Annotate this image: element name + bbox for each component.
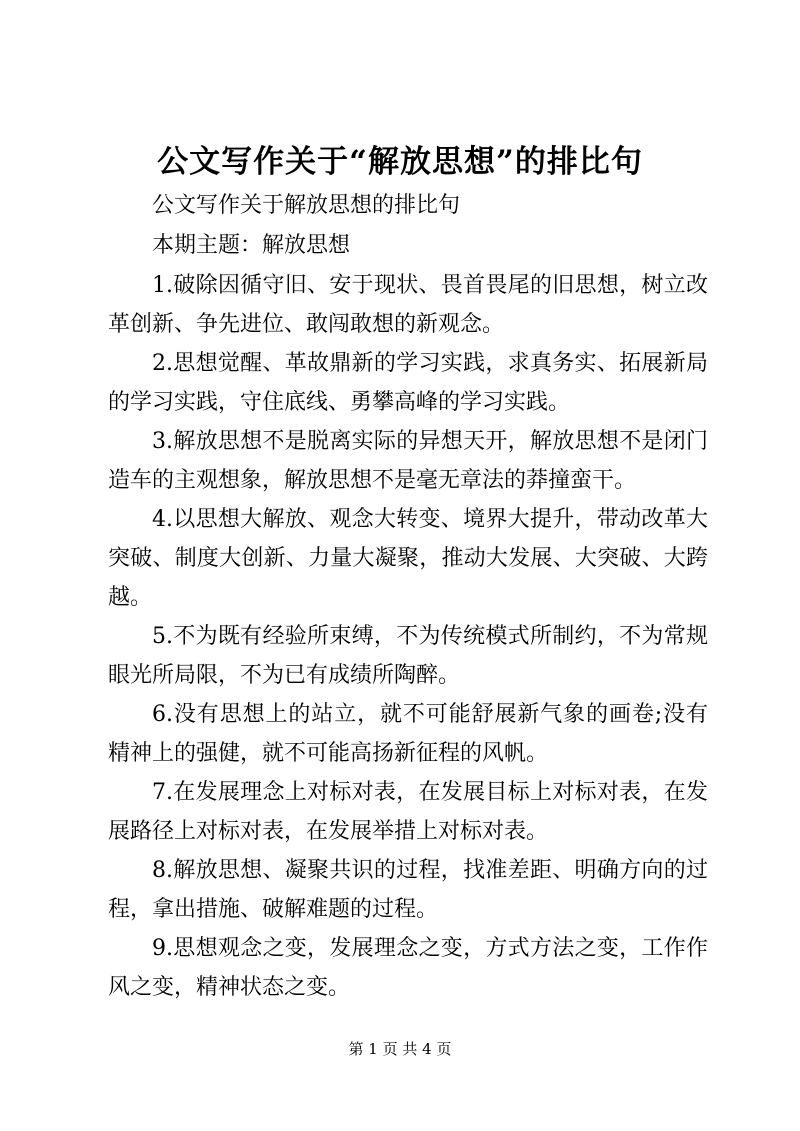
list-item-4: 4.以思想大解放、观念大转变、境界大提升，带动改革大突破、制度大创新、力量大凝聚，推动大发展、大突破、大跨越。 xyxy=(108,507,708,610)
list-item-3: 3.解放思想不是脱离实际的异想天开，解放思想不是闭门造车的主观想象，解放思想不是毫无章法的莽撞蛮干。 xyxy=(108,429,708,493)
list-item-5: 5.不为既有经验所束缚，不为传统模式所制约，不为常规眼光所局限，不为已有成绩所陶醉。 xyxy=(108,624,708,688)
list-item-9: 9.思想观念之变，发展理念之变，方式方法之变，工作作风之变，精神状态之变。 xyxy=(108,936,708,1000)
page-footer xyxy=(0,1038,800,1060)
topic-line: 本期主题：解放思想 xyxy=(152,233,351,258)
document-title: 公文写作关于“解放思想”的排比句 xyxy=(157,144,643,180)
page-number: 第 1 页 共 4 页 xyxy=(348,1040,452,1058)
list-item-6: 6.没有思想上的站立，就不可能舒展新气象的画卷;没有精神上的强健，就不可能高扬新征程的风帆。 xyxy=(108,702,708,766)
document-body xyxy=(108,186,708,1007)
list-item-8: 8.解放思想、凝聚共识的过程，找准差距、明确方向的过程，拿出措施、破解难题的过程。 xyxy=(108,858,708,922)
list-item-2: 2.思想觉醒、革故鼎新的学习实践，求真务实、拓展新局的学习实践，守住底线、勇攀高峰的学习实践。 xyxy=(108,351,708,415)
document-subtitle: 公文写作关于解放思想的排比句 xyxy=(152,193,461,218)
list-item-1: 1.破除因循守旧、安于现状、畏首畏尾的旧思想，树立改革创新、争先进位、敢闯敢想的新观念。 xyxy=(108,273,708,337)
list-item-7: 7.在发展理念上对标对表，在发展目标上对标对表，在发展路径上对标对表，在发展举措上对标对表。 xyxy=(108,780,708,844)
